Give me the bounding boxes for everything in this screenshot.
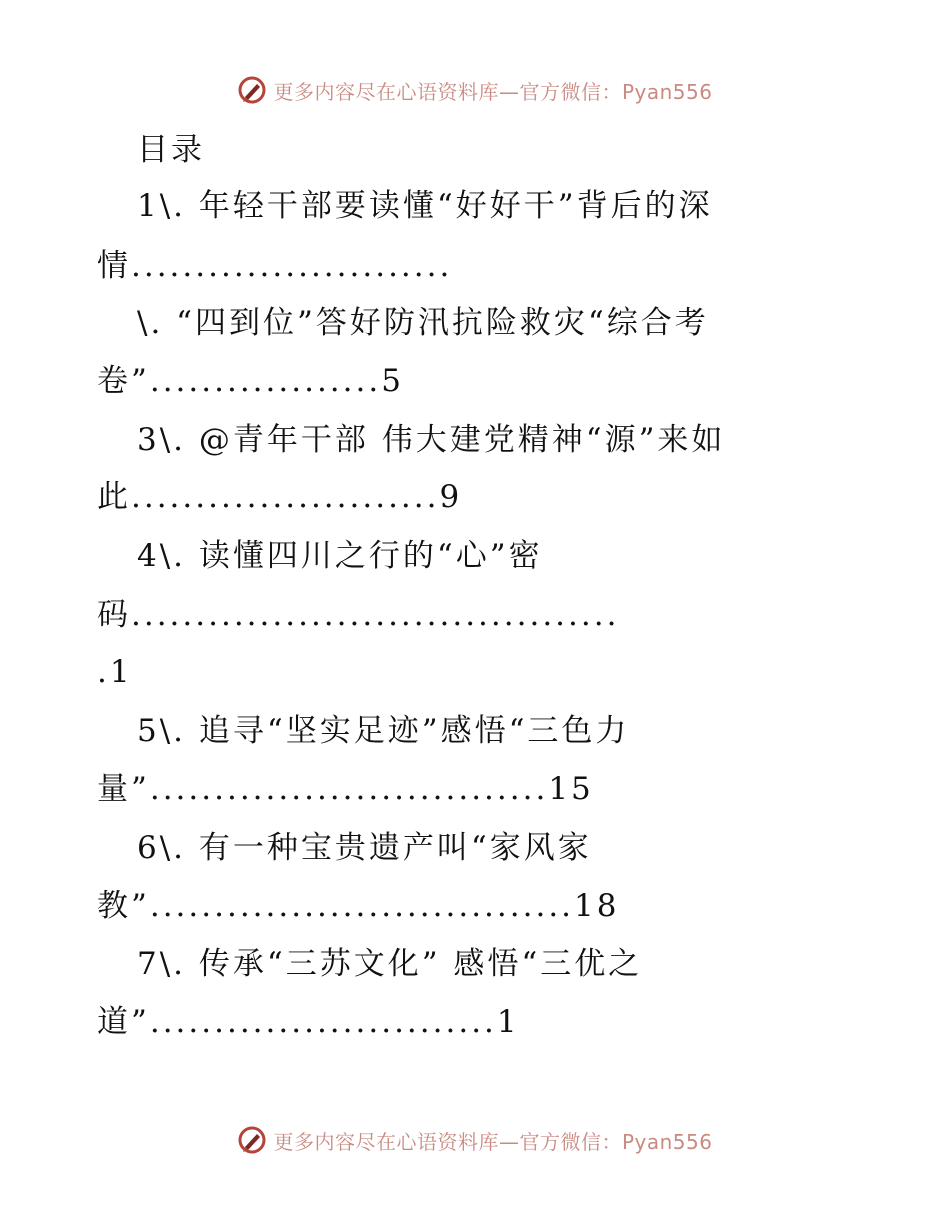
toc-entry-4-continuation <box>97 595 619 635</box>
toc-entry-4-page: .1 <box>97 654 133 690</box>
toc-entry-1-leader: 情......................... <box>97 248 453 284</box>
pen-logo-icon <box>237 1125 267 1155</box>
toc-heading: 目录 <box>137 132 205 168</box>
toc-entry-7-title: 7\. 传承“三苏文化” 感悟“三优之 <box>137 946 643 982</box>
toc-entry-7-leader: 道”........................... <box>97 1004 497 1040</box>
toc-entry-3-title: 3\. @青年干部 伟大建党精神“源”来如 <box>137 422 726 458</box>
toc-entry-6-title: 6\. 有一种宝贵遗产叫“家风家 <box>137 830 592 866</box>
toc-entry-1-continuation <box>97 246 452 286</box>
header-watermark <box>0 70 950 110</box>
toc-entry-7-continuation <box>97 1002 520 1042</box>
toc-entry-5-leader: 量”............................... <box>97 771 549 807</box>
toc-entry-5-page: 15 <box>548 771 594 807</box>
toc-entry-6-page: 18 <box>574 888 620 924</box>
toc-entry-5-continuation <box>97 769 594 809</box>
toc-entry-4-continuation-2 <box>97 652 133 692</box>
toc-entry-2-page: 5 <box>381 363 404 399</box>
watermark-text: 更多内容尽在心语资料库—官方微信：Pyan556 <box>273 1129 713 1154</box>
pen-logo-icon <box>237 75 267 105</box>
toc-entry-4-title: 4\. 读懂四川之行的“心”密 <box>137 538 543 574</box>
watermark-text: 更多内容尽在心语资料库—官方微信：Pyan556 <box>273 79 713 104</box>
toc-entry-3-page: 9 <box>439 479 463 515</box>
footer-watermark <box>0 1120 950 1160</box>
toc-entry-7-page: 1 <box>496 1004 520 1040</box>
toc-entry-2-continuation <box>97 361 404 401</box>
toc-entry-3-continuation <box>97 477 462 517</box>
toc-entry-3-leader: 此........................ <box>97 479 440 515</box>
toc-entry-1-title: 1\. 年轻干部要读懂“好好干”背后的深 <box>137 188 713 224</box>
toc-entry-2-leader: 卷”.................. <box>97 363 382 399</box>
toc-entry-2-title: \. “四到位”答好防汛抗险救灾“综合考 <box>137 305 709 341</box>
toc-entry-6-continuation <box>97 886 619 926</box>
toc-entry-4-leader: 码...................................... <box>97 597 620 633</box>
toc-entry-5-title: 5\. 追寻“坚实足迹”感悟“三色力 <box>137 713 630 749</box>
toc-entry-6-leader: 教”................................. <box>97 888 575 924</box>
